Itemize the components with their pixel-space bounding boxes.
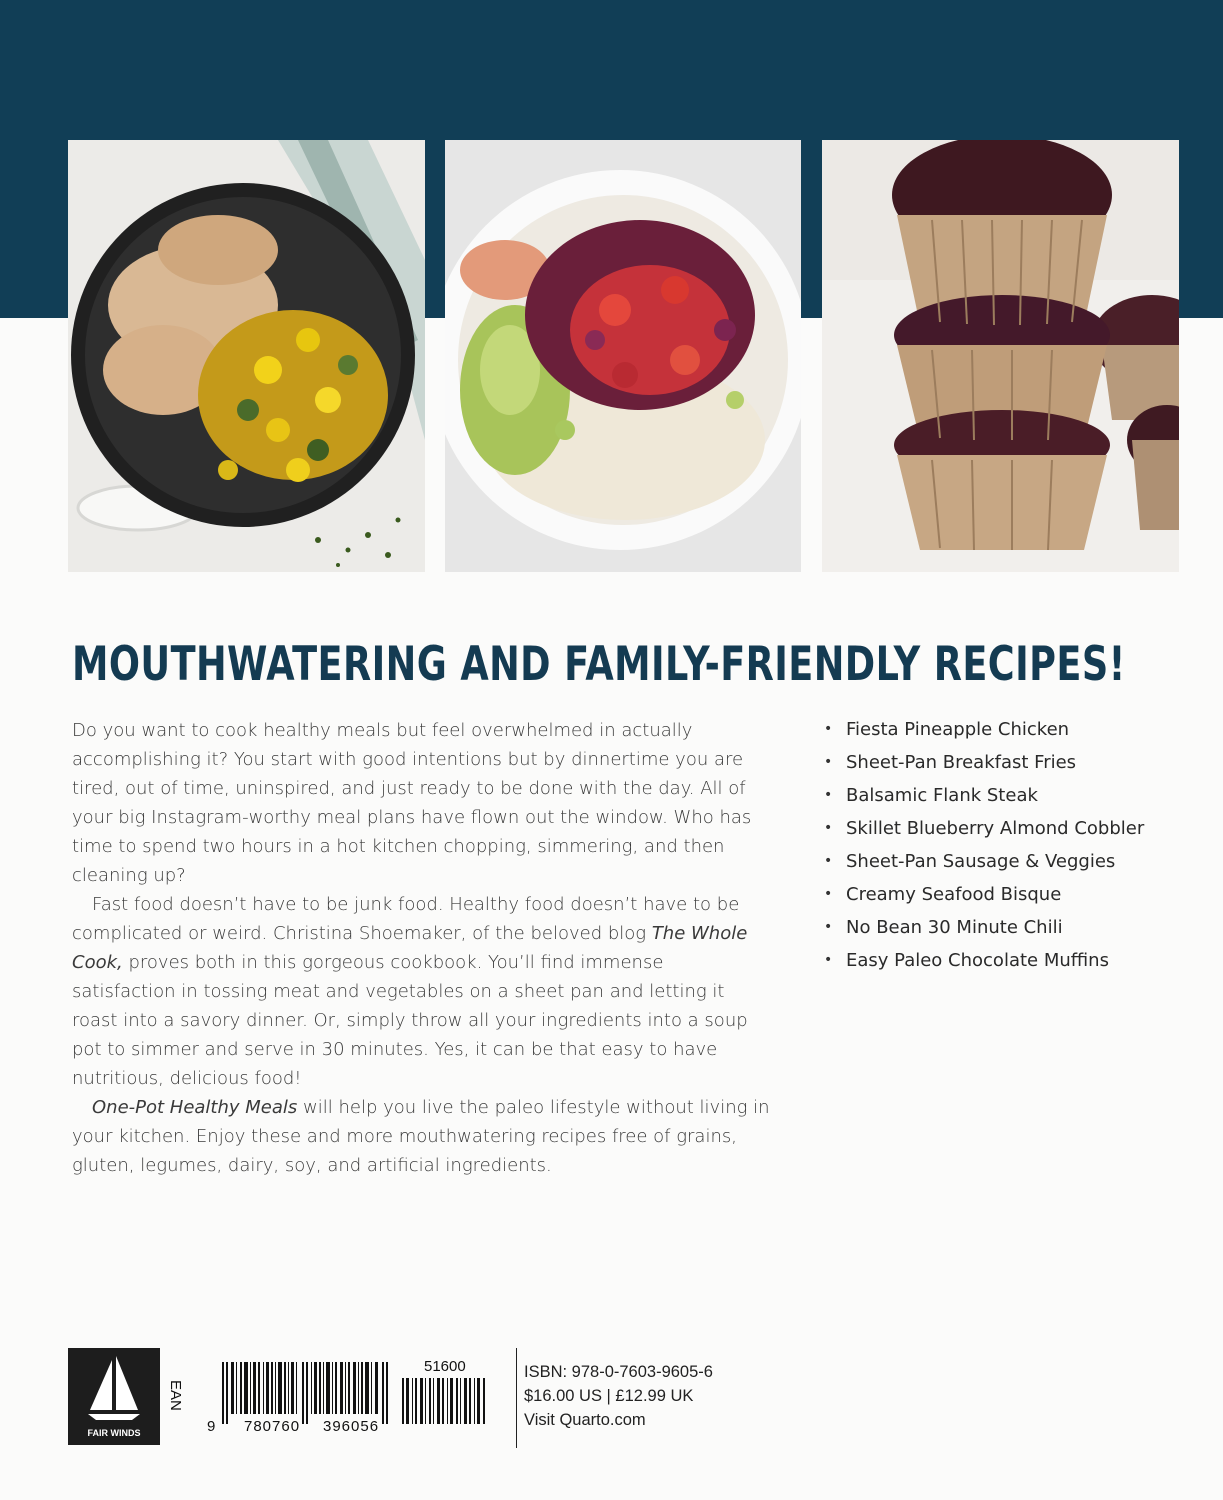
- recipe-item: • Easy Paleo Chocolate Muffins: [824, 947, 1154, 974]
- book-title: One-Pot Healthy Meals: [92, 1097, 298, 1118]
- ean-label: EAN: [167, 1380, 184, 1411]
- poke-bowl-photo: [445, 140, 801, 572]
- barcode-first-digit: 9: [207, 1418, 216, 1435]
- publisher-logo: [68, 1348, 160, 1445]
- isbn-barcode: [222, 1362, 390, 1424]
- recipe-item: • Sheet-Pan Sausage & Veggies: [824, 848, 1154, 875]
- recipe-item: • Skillet Blueberry Almond Cobbler: [824, 815, 1154, 842]
- description-paragraph-1: Do you want to cook healthy meals but feel overwhelmed in actually accomplishing it? You start with good intentions but by dinnertime you are tired, out of time, uninspired, and just ready to be done with the day. All of your big Instagram-worthy meal plans have flown out the window. Who has time to spend two hours in a hot kitchen chopping, simmering, and then cleaning up?: [72, 720, 752, 886]
- paragraph-3-text: will help you live the paleo lifestyle without living in your kitchen. Enjoy these and more mouthwatering recipes free of grains, gluten, legumes, dairy, soy, and artificial ingredients.: [72, 1097, 770, 1176]
- blog-name: The Whole Cook,: [72, 923, 748, 973]
- recipe-item: • No Bean 30 Minute Chili: [824, 914, 1154, 941]
- paragraph-2-text-b: proves both in this gorgeous cookbook. You’ll find immense satisfaction in tossing meat and vegetables on a sheet pan and letting it roast into a savory dinner. Or, simply throw all your ingredients into a soup pot to simmer and serve in 30 minutes. Yes, it can be that easy to have nutritious, delicious food!: [72, 952, 748, 1089]
- barcode-left-digits: 780760: [244, 1418, 301, 1435]
- book-info: [524, 1360, 713, 1432]
- publisher-site: Visit Quarto.com: [524, 1411, 646, 1429]
- description-paragraph-3: [72, 1093, 772, 1180]
- recipe-item: • Fiesta Pineapple Chicken: [824, 716, 1154, 743]
- recipe-item: • Balsamic Flank Steak: [824, 782, 1154, 809]
- description-paragraph-2: [72, 890, 772, 1093]
- headline: MOUTHWATERING AND FAMILY-FRIENDLY RECIPES!: [72, 637, 1126, 692]
- description: [72, 716, 772, 1180]
- sailboat-icon: [68, 1348, 160, 1428]
- publisher-name: FAIR WINDS: [87, 1428, 141, 1438]
- paragraph-2-text-a: Fast food doesn’t have to be junk food. Healthy food doesn’t have to be complicated or weird. Christina Shoemaker, of the beloved blog: [72, 894, 740, 944]
- isbn: ISBN: 978-0-7603-9605-6: [524, 1363, 713, 1381]
- recipe-item: • Sheet-Pan Breakfast Fries: [824, 749, 1154, 776]
- skillet-chicken-squash-photo: [68, 140, 425, 572]
- price-addon-barcode: [402, 1378, 486, 1424]
- recipe-item: • Creamy Seafood Bisque: [824, 881, 1154, 908]
- barcode-right-digits: 396056: [323, 1418, 380, 1435]
- info-divider: [516, 1348, 517, 1448]
- addon-number: 51600: [424, 1358, 466, 1375]
- stacked-muffins-photo: [822, 140, 1179, 572]
- price: $16.00 US | £12.99 UK: [524, 1387, 694, 1405]
- recipe-list: [824, 716, 1154, 980]
